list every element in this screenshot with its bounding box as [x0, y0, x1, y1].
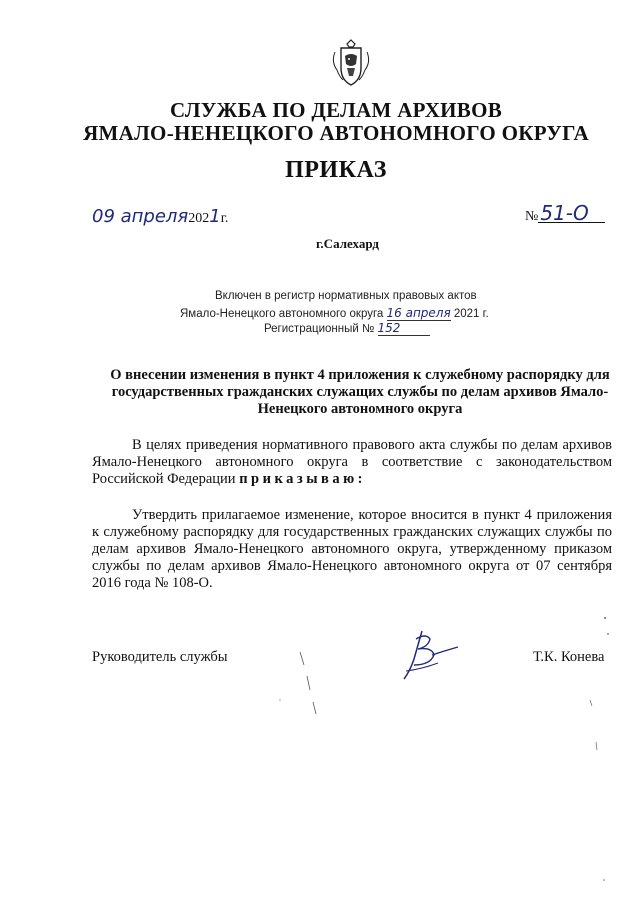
order-title: О внесении изменения в пункт 4 приложения к служебному распорядку для государственных гражданских служащих службы по делам архивов Ямало-Ненецкого автономного округа [110, 367, 610, 417]
signatory-role: Руководитель службы [92, 649, 228, 665]
preamble-text: В целях приведения нормативного правового акта службы по делам архивов Ямало-Ненецкого автономного округа в соответствие с законодательством Российской Федерации [92, 437, 612, 487]
registration-region: Ямало-Ненецкого автономного округа [180, 308, 384, 320]
registration-line1: Включен в регистр нормативных правовых актов [215, 290, 477, 302]
org-name-line1: СЛУЖБА ПО ДЕЛАМ АРХИВОВ [169, 98, 503, 122]
org-name-line2: ЯМАЛО-НЕНЕЦКОГО АВТОНОМНОГО ОКРУГА [83, 121, 589, 145]
document-type: ПРИКАЗ [285, 157, 387, 183]
registration-date-handwritten: 16 апреля [386, 306, 451, 320]
year-suffix: г. [220, 211, 229, 226]
prikazyvayu: приказываю: [239, 471, 366, 487]
year-prefix: 202 [188, 211, 210, 226]
number-handwritten: 51-О [538, 204, 604, 223]
number-prefix: № [525, 209, 539, 224]
city: г.Салехард [316, 236, 379, 251]
registration-number-label: Регистрационный № [264, 323, 375, 335]
registration-number-handwritten: 152 [377, 321, 401, 335]
signatory-name: Т.К. Конева [533, 649, 605, 665]
year-handwritten: 1 [209, 206, 221, 227]
registration-year: 2021 г. [453, 308, 489, 320]
paragraph-decision: Утвердить прилагаемое изменение, которое вносится в пункт 4 приложения к служебному распорядку для государственных гражданских служащих службы по делам архивов Ямало-Ненецкого автономного округа, утвержденному приказом службы по делам архивов Ямало-Ненецкого автономного округа от 07 сентября 2016 года № 108-О. [92, 507, 612, 591]
date-handwritten: 09 апреля [92, 206, 189, 227]
